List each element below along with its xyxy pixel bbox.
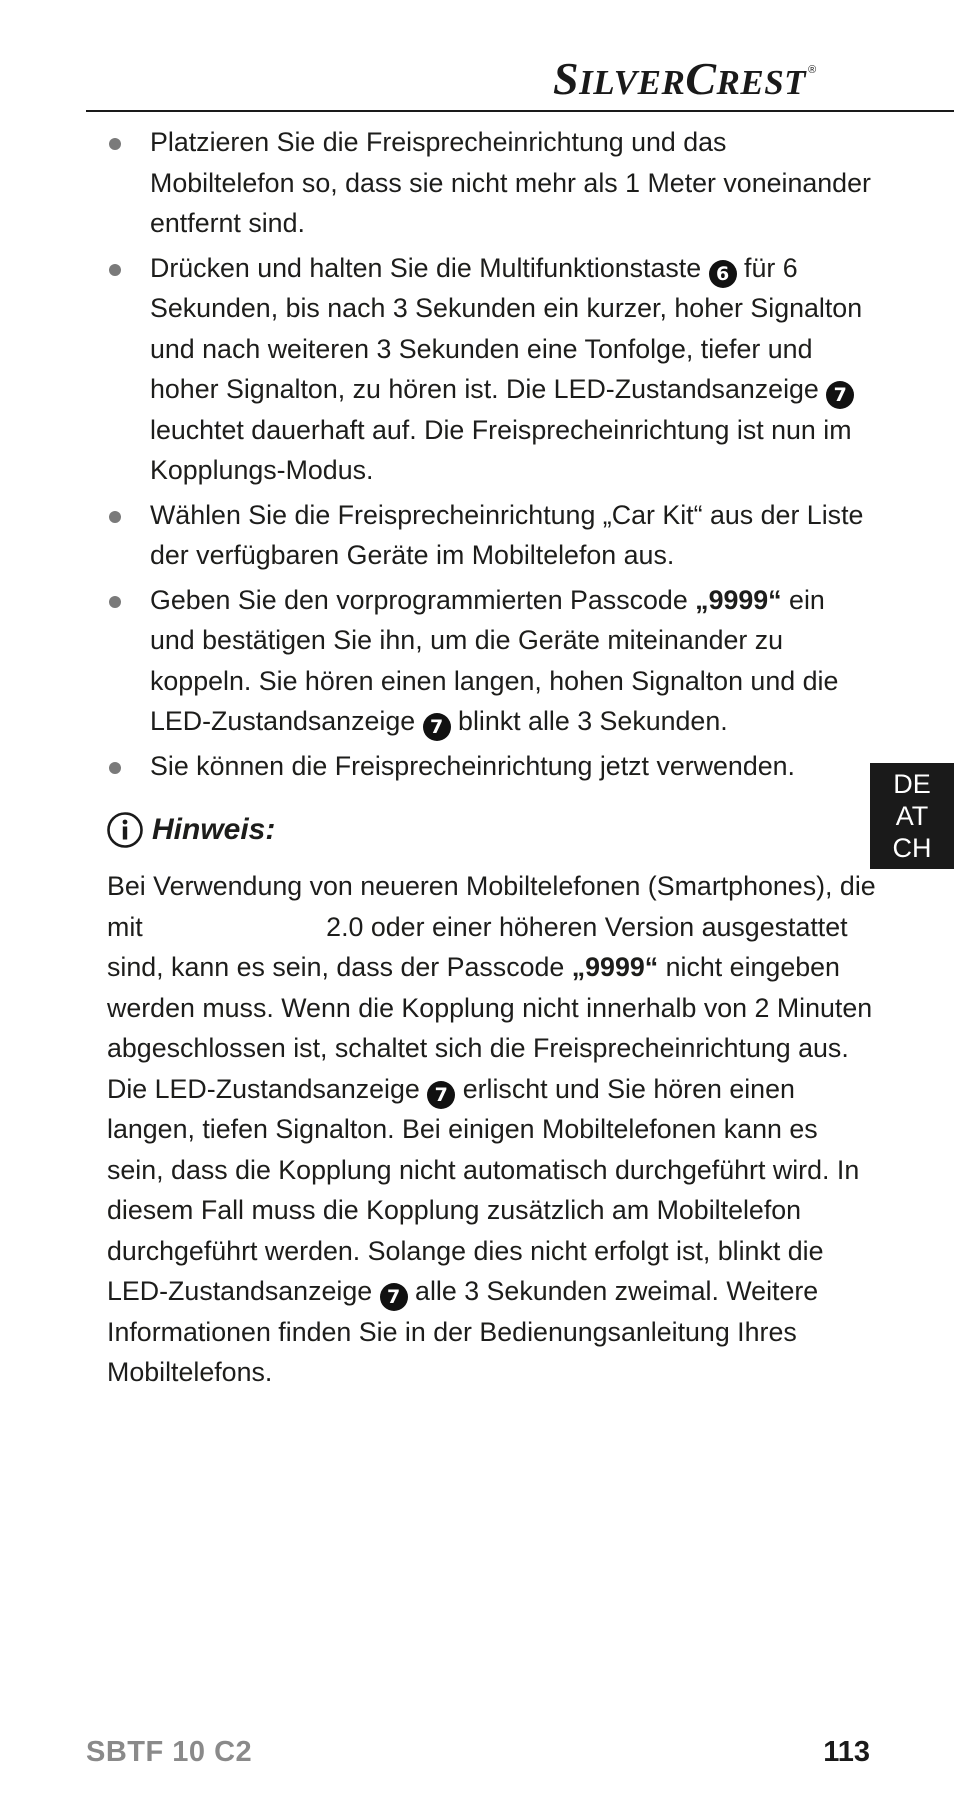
bullet-icon xyxy=(109,596,121,608)
passcode: „9999“ xyxy=(571,952,659,982)
lang-de: DE xyxy=(893,769,931,799)
bullet-icon xyxy=(109,762,121,774)
part-number-badge: 7 xyxy=(380,1283,408,1311)
list-item: Wählen Sie die Freisprecheinrichtung „Car Kit“ aus der Liste der verfügbaren Geräte im Mobiltelefon aus. xyxy=(0,495,954,576)
list-item: Platzieren Sie die Freisprecheinrichtung und das Mobiltelefon so, dass sie nicht mehr als 1 Meter voneinander entfernt sind. xyxy=(0,122,954,244)
lang-at: AT xyxy=(895,801,929,831)
passcode: „9999“ xyxy=(695,584,782,615)
part-number-badge: 6 xyxy=(709,260,737,288)
note-title: Hinweis: xyxy=(152,813,276,846)
language-tab xyxy=(870,763,954,869)
list-item: Geben Sie den vorprogrammierten Passcode „9999“ ein und bestätigen Sie ihn, um die Geräte miteinander zu koppeln. Sie hören einen langen, hohen Signalton und die LED-Zustandsanzeige 7 blinkt alle 3 Sekunden. xyxy=(0,580,954,742)
note-heading xyxy=(106,808,275,852)
model-number: SBTF 10 C2 xyxy=(86,1736,253,1768)
bullet-icon xyxy=(109,264,121,276)
bullet-icon xyxy=(109,511,121,523)
instruction-list xyxy=(0,122,954,790)
page-number: 113 xyxy=(823,1736,870,1768)
info-icon xyxy=(106,811,144,849)
part-number-badge: 7 xyxy=(826,381,854,409)
part-number-badge: 7 xyxy=(427,1081,455,1109)
lang-ch: CH xyxy=(892,833,932,863)
list-item: Drücken und halten Sie die Multifunktionstaste 6 für 6 Sekunden, bis nach 3 Sekunden ein kurzer, hoher Signalton und nach weiteren 3 Sekunden eine Tonfolge, tiefer und hoher Signalton, zu hören ist. Die LED-Zustandsanzeige 7 leuchtet dauerhaft auf. Die Freisprecheinrichtung ist nun im Kopplungs-Modus. xyxy=(0,248,954,491)
part-number-badge: 7 xyxy=(423,713,451,741)
brand-logo: SILVERCREST ® xyxy=(553,53,817,104)
bullet-icon xyxy=(109,138,121,150)
header-rule xyxy=(86,110,954,112)
list-item: Sie können die Freisprecheinrichtung jetzt verwenden. xyxy=(0,746,954,787)
note-text: Bei Verwendung von neueren Mobiltelefonen (Smartphones), die mit 2.0 oder einer höheren Version ausgestattet sind, kann es sein, dass der Passcode „9999“ nicht eingeben werden muss. Wenn die Kopplung nicht innerhalb von 2 Minuten abgeschlossen ist, schaltet sich die Freisprecheinrichtung aus. Die LED-Zustandsanzeige 7 erlischt und Sie hören einen langen, tiefen Signalton. Bei einigen Mobiltelefonen kann es sein, dass die Kopplung nicht automatisch durchgeführt wird. In diesem Fall muss die Kopplung zusätzlich am Mobiltelefon durchgeführt werden. Solange dies nicht erfolgt ist, blinkt die LED-Zustandsanzeige 7 alle 3 Sekunden zweimal. Weitere Informationen finden Sie in der Bedienungsanleitung Ihres Mobiltelefons. xyxy=(107,871,876,1387)
